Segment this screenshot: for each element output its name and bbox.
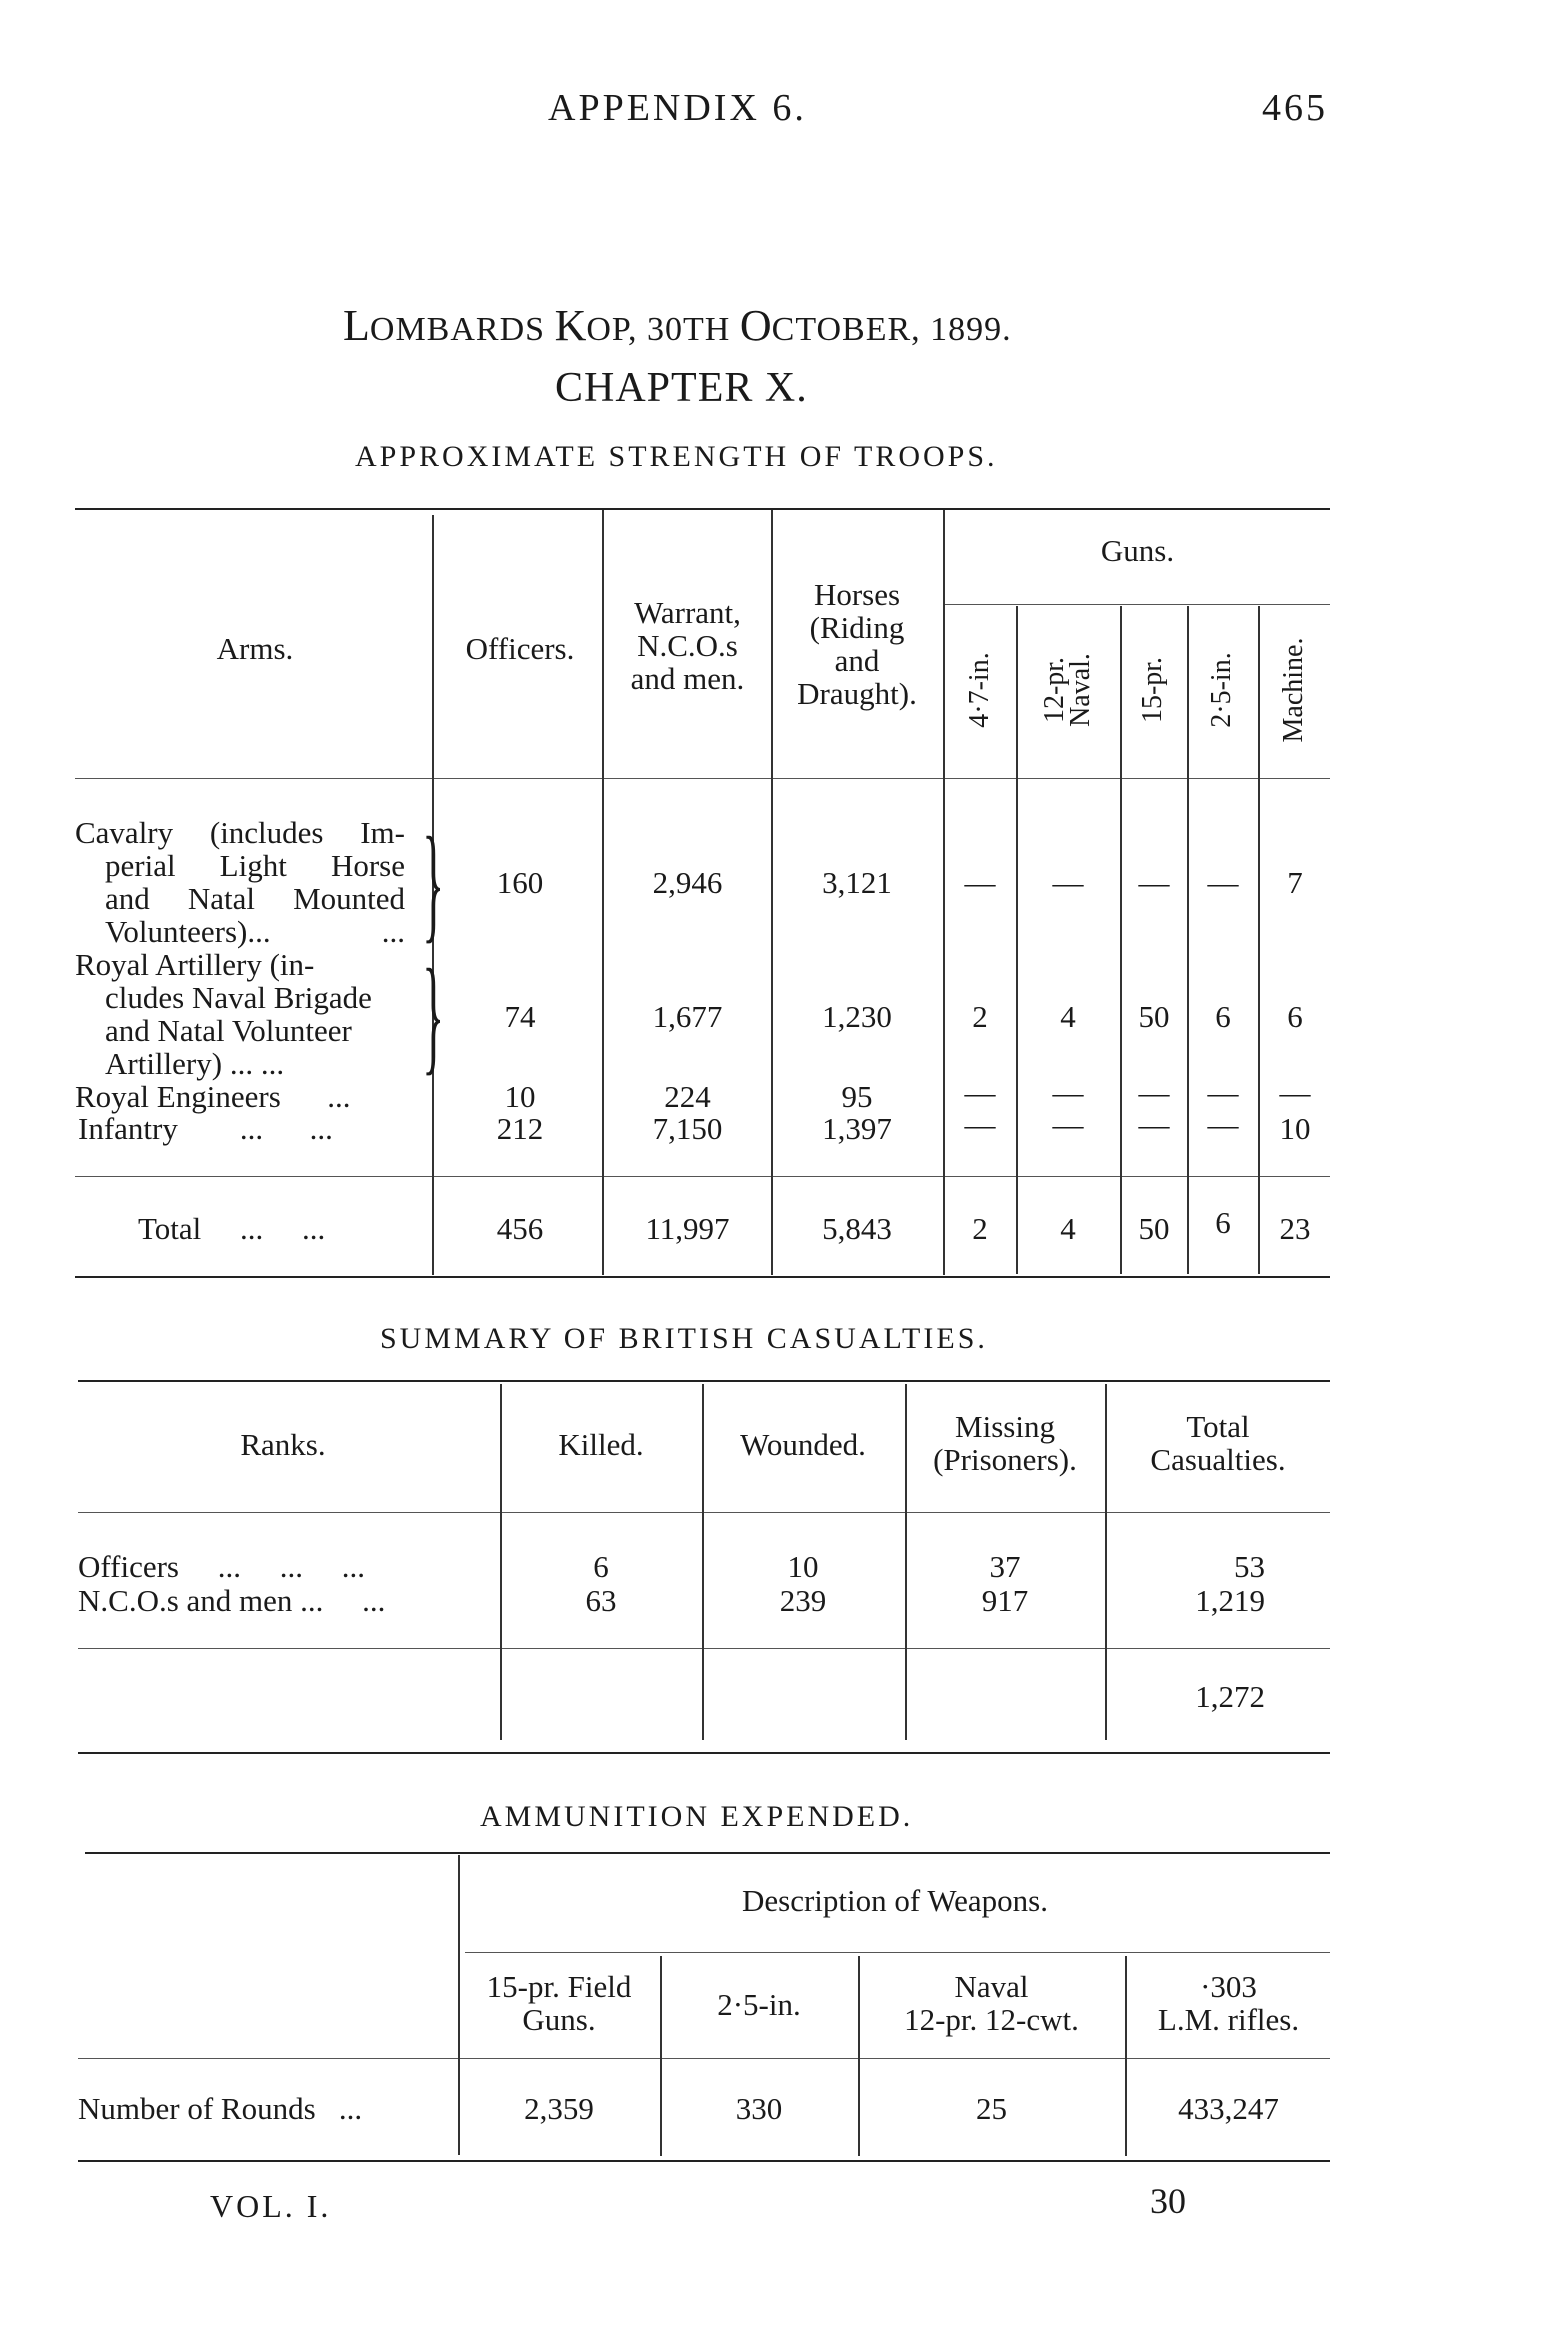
casualties-caption: SUMMARY OF BRITISH CASUALTIES. <box>380 1322 988 1355</box>
header-gun-15-pr: 15-pr. <box>1137 656 1168 724</box>
header-officers: Officers. <box>465 631 575 666</box>
ammunition-caption: AMMUNITION EXPENDED. <box>480 1800 914 1833</box>
cell-total: 53 <box>1234 1549 1265 1584</box>
cell-wounded: 10 <box>787 1549 819 1584</box>
cell-horses: 95 <box>841 1079 873 1114</box>
header-arms: Arms. <box>216 631 294 666</box>
casualties-grand-total: 1,272 <box>1195 1679 1265 1714</box>
cell-g25: — <box>1207 865 1239 900</box>
header-horses: Horses (Riding and Draught). <box>797 577 917 711</box>
rank-officers: Officers ... ... ... <box>78 1549 365 1584</box>
header-missing: Missing (Prisoners). <box>933 1409 1077 1477</box>
volume-label: VOL. I. <box>210 2188 332 2224</box>
cell-g15: 50 <box>1138 999 1170 1034</box>
cell-horses: 3,121 <box>822 865 892 900</box>
cell-g47: 2 <box>972 999 988 1034</box>
cell-men: 11,997 <box>645 1211 730 1246</box>
brace: } <box>422 943 445 1087</box>
cell-missing: 917 <box>981 1583 1029 1618</box>
header-total-casualties: Total Casualties. <box>1150 1409 1286 1477</box>
cell-killed: 63 <box>585 1583 617 1618</box>
header-gun-4-7-in: 4·7-in. <box>964 652 995 728</box>
cell-missing: 37 <box>989 1549 1021 1584</box>
cell-machine: 6 <box>1287 999 1303 1034</box>
row-arms-infantry: Infantry ... ... <box>78 1111 333 1146</box>
cell-g47: — <box>964 1075 996 1110</box>
cell-g15: — <box>1138 1075 1170 1110</box>
brace: } <box>422 811 445 955</box>
cell-horses: 1,397 <box>822 1111 892 1146</box>
total-label: Total ... ... <box>138 1211 326 1246</box>
cell-officers: 160 <box>496 865 544 900</box>
cell-rounds: 330 <box>735 2091 783 2126</box>
cell-g12: — <box>1052 865 1084 900</box>
cell-g25: — <box>1207 1075 1239 1110</box>
row-arms-engineers: Royal Engineers ... <box>75 1079 351 1114</box>
cell-officers: 456 <box>496 1211 544 1246</box>
cell-g15: 50 <box>1138 1211 1170 1246</box>
cell-men: 1,677 <box>652 999 723 1034</box>
cell-g15: — <box>1138 865 1170 900</box>
cell-wounded: 239 <box>779 1583 827 1618</box>
cell-g47: 2 <box>972 1211 988 1246</box>
cell-g12: — <box>1052 1107 1084 1142</box>
header-gun-12-pr-naval: 12-pr. Naval. <box>1039 653 1096 727</box>
cell-g15: — <box>1138 1107 1170 1142</box>
cell-rounds: 25 <box>976 2091 1007 2126</box>
weapon-2-5-in: 2·5-in. <box>717 1987 801 2022</box>
rank-ncos: N.C.O.s and men ... ... <box>78 1583 386 1618</box>
cell-g47: — <box>964 865 996 900</box>
cell-g25: — <box>1207 1107 1239 1142</box>
header-killed: Killed. <box>558 1427 644 1462</box>
page-number: 465 <box>1262 87 1328 129</box>
cell-machine: 7 <box>1287 865 1303 900</box>
header-gun-machine: Machine. <box>1278 637 1309 743</box>
description-of-weapons: Description of Weapons. <box>741 1883 1048 1918</box>
signature-mark: 30 <box>1150 2181 1186 2221</box>
cell-men: 2,946 <box>652 865 723 900</box>
cell-g12: — <box>1052 1075 1084 1110</box>
cell-rounds: 433,247 <box>1178 2091 1279 2126</box>
header-warrant: Warrant, N.C.O.s and men. <box>630 595 745 696</box>
running-head: APPENDIX 6. <box>548 87 807 129</box>
weapon-naval-12-pr: Naval 12-pr. 12-cwt. <box>904 1969 1079 2037</box>
cell-g12: 4 <box>1060 1211 1076 1246</box>
row-arms-cavalry: Cavalry (includes Im- perial Light Horse and Natal Mounted Volunteers)... ... <box>75 815 405 949</box>
cell-horses: 1,230 <box>822 999 892 1034</box>
cell-horses: 5,843 <box>822 1211 892 1246</box>
cell-men: 224 <box>664 1079 711 1114</box>
cell-g25: 6 <box>1215 999 1231 1034</box>
cell-g12: 4 <box>1060 999 1076 1034</box>
cell-machine: 10 <box>1279 1111 1311 1146</box>
cell-total: 1,219 <box>1195 1583 1265 1618</box>
header-guns: Guns. <box>1100 533 1175 568</box>
cell-officers: 212 <box>496 1111 544 1146</box>
rounds-label: Number of Rounds ... <box>78 2091 363 2126</box>
cell-killed: 6 <box>593 1549 609 1584</box>
header-gun-2-5-in: 2·5-in. <box>1206 652 1237 728</box>
weapon-15-pr-field-guns: 15-pr. Field Guns. <box>486 1969 632 2037</box>
cell-machine: 23 <box>1279 1211 1311 1246</box>
chapter-heading: CHAPTER X. <box>555 365 808 411</box>
strength-caption: APPROXIMATE STRENGTH OF TROOPS. <box>355 440 998 473</box>
row-arms-artillery: Royal Artillery (in- cludes Naval Brigade and Natal Volunteer Artillery) ... ... <box>75 947 372 1081</box>
cell-officers: 74 <box>504 999 536 1034</box>
cell-g25: 6 <box>1215 1205 1231 1240</box>
cell-officers: 10 <box>504 1079 536 1114</box>
cell-g47: — <box>964 1107 996 1142</box>
weapon-303-rifles: ·303 L.M. rifles. <box>1157 1969 1300 2037</box>
cell-men: 7,150 <box>652 1111 723 1146</box>
cell-machine: — <box>1279 1075 1311 1110</box>
cell-rounds: 2,359 <box>524 2091 594 2126</box>
header-ranks: Ranks. <box>240 1427 326 1462</box>
section-title: LOMBARDS KOP, 30TH OCTOBER, 1899. <box>343 301 1012 350</box>
header-wounded: Wounded. <box>740 1427 866 1462</box>
